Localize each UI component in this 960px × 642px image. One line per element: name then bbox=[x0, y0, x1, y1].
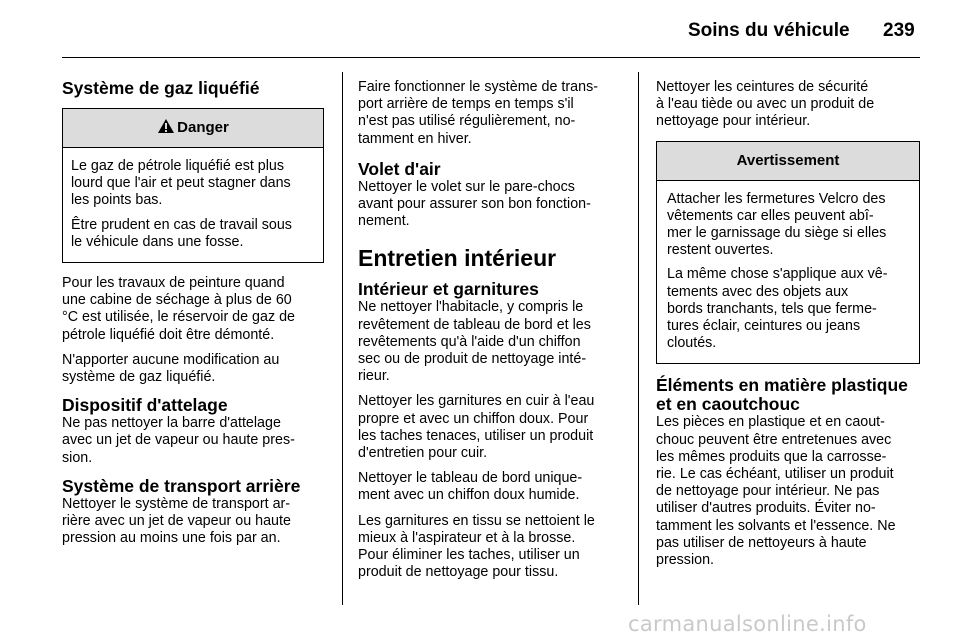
text-line: Ne pas nettoyer la barre d'attelage bbox=[62, 415, 281, 432]
text-line: tamment les solvants et l'essence. Ne bbox=[656, 517, 896, 534]
column-divider-1 bbox=[342, 72, 343, 605]
section-heading-towbar: Dispositif d'attelage bbox=[62, 395, 228, 416]
paragraph-air-flap bbox=[358, 179, 624, 231]
section-heading-interior-trim: Intérieur et garnitures bbox=[358, 279, 539, 300]
text-line: les taches tenaces, utiliser un produit bbox=[358, 427, 594, 444]
text-line: pétrole liquéfié doit être démonté. bbox=[62, 326, 275, 343]
heading-line: Éléments en matière plastique bbox=[656, 375, 908, 396]
text-line: mieux à l'aspirateur et à la brosse. bbox=[358, 529, 576, 546]
text-line: rieur. bbox=[358, 368, 390, 385]
text-line: Nettoyer les garnitures en cuir à l'eau bbox=[358, 393, 595, 410]
text-line: pression. bbox=[656, 552, 715, 569]
text-line: système de gaz liquéfié. bbox=[62, 369, 216, 386]
header-rule bbox=[62, 57, 920, 58]
text-line: rie. Le cas échéant, utiliser un produit bbox=[656, 466, 894, 483]
text-line: Être prudent en cas de travail sous bbox=[71, 216, 292, 233]
column-1 bbox=[62, 79, 324, 555]
text-line: de nettoyage pour intérieur. Ne pas bbox=[656, 483, 880, 500]
text-line: les points bas. bbox=[71, 192, 163, 209]
text-line: pas utiliser de nettoyeurs à haute bbox=[656, 534, 867, 551]
text-line: avant pour assurer son bon fonction- bbox=[358, 196, 591, 213]
text-line: avec un jet de vapeur ou haute pres- bbox=[62, 432, 295, 449]
text-line: Pour les travaux de peinture quand bbox=[62, 275, 285, 292]
text-line: vêtements car elles peuvent abî- bbox=[667, 207, 874, 224]
section-heading-lpg: Système de gaz liquéfié bbox=[62, 78, 260, 98]
text-line: Nettoyer le système de transport ar- bbox=[62, 495, 291, 512]
text-line: nettoyage pour intérieur. bbox=[656, 113, 811, 130]
danger-box bbox=[62, 108, 324, 263]
text-line: nement. bbox=[358, 213, 410, 230]
paragraph-interior-cleaning bbox=[358, 299, 624, 385]
text-line: à l'eau tiède ou avec un produit de bbox=[656, 96, 875, 113]
text-line: utiliser d'autres produits. Éviter no- bbox=[656, 500, 876, 517]
section-heading-rear-carrier: Système de transport arrière bbox=[62, 475, 301, 496]
column-divider-2 bbox=[638, 72, 639, 605]
text-line: bords tranchants, tels que ferme- bbox=[667, 300, 877, 317]
text-line: d'entretien pour cuir. bbox=[358, 445, 488, 462]
warning-box-body bbox=[657, 181, 919, 364]
text-line: tements avec des objets aux bbox=[667, 283, 849, 300]
column-3 bbox=[656, 79, 920, 577]
page-number: 239 bbox=[883, 20, 915, 41]
text-line: Les pièces en plastique et en caout- bbox=[656, 414, 885, 431]
text-line: revêtement de tableau de bord et les bbox=[358, 316, 591, 333]
text-line: Attacher les fermetures Velcro des bbox=[667, 190, 886, 207]
text-line: pression au moins une fois par an. bbox=[62, 530, 281, 547]
text-line: N'apporter aucune modification au bbox=[62, 351, 280, 368]
paragraph-plastic-rubber bbox=[656, 414, 920, 569]
text-line: le véhicule dans une fosse. bbox=[71, 233, 244, 250]
paragraph-towbar bbox=[62, 415, 324, 467]
section-heading-plastic-rubber bbox=[656, 376, 920, 414]
paragraph-leather bbox=[358, 393, 624, 462]
danger-box-header bbox=[63, 109, 323, 148]
text-line: cloutés. bbox=[667, 335, 717, 352]
danger-paragraph-2 bbox=[71, 217, 315, 251]
text-line: Les garnitures en tissu se nettoient le bbox=[358, 512, 595, 529]
text-line: n'est pas utilisé régulièrement, no- bbox=[358, 113, 576, 130]
text-line: ment avec un chiffon doux humide. bbox=[358, 487, 580, 504]
paragraph-no-modification bbox=[62, 352, 324, 386]
text-line: restent ouvertes. bbox=[667, 242, 774, 259]
text-line: une cabine de séchage à plus de 60 bbox=[62, 292, 292, 309]
warning-box-header: Avertissement bbox=[657, 142, 919, 181]
danger-box-body bbox=[63, 148, 323, 262]
text-line: chouc peuvent être entretenues avec bbox=[656, 431, 892, 448]
text-line: tures éclair, ceintures ou jeans bbox=[667, 318, 861, 335]
text-line: Ne nettoyer l'habitacle, y compris le bbox=[358, 299, 584, 316]
text-line: mer le garnissage du siège si elles bbox=[667, 225, 887, 242]
text-line: Nettoyer le tableau de bord unique- bbox=[358, 470, 583, 487]
text-line: Nettoyer les ceintures de sécurité bbox=[656, 79, 869, 95]
text-line: tamment en hiver. bbox=[358, 130, 472, 147]
text-line: les mêmes produits que la carrosse- bbox=[656, 448, 887, 465]
text-line: sion. bbox=[62, 449, 93, 466]
paragraph-dashboard bbox=[358, 470, 624, 504]
text-line: La même chose s'applique aux vê- bbox=[667, 266, 888, 283]
text-line: Nettoyer le volet sur le pare-chocs bbox=[358, 178, 575, 195]
text-line: lourd que l'air et peut stagner dans bbox=[71, 175, 291, 192]
text-line: Pour éliminer les taches, utiliser un bbox=[358, 547, 580, 564]
danger-label: Danger bbox=[177, 119, 229, 136]
paragraph-fabric bbox=[358, 513, 624, 582]
text-line: °C est utilisée, le réservoir de gaz de bbox=[62, 309, 295, 326]
section-heading-air-flap: Volet d'air bbox=[358, 158, 441, 179]
watermark-text: carmanualsonline.info bbox=[628, 612, 867, 636]
text-line: produit de nettoyage pour tissu. bbox=[358, 564, 559, 581]
column-2 bbox=[358, 79, 624, 589]
danger-paragraph-1 bbox=[71, 158, 315, 210]
warning-paragraph-1 bbox=[667, 191, 911, 260]
running-header-title: Soins du véhicule bbox=[688, 20, 850, 41]
text-line: propre et avec un chiffon doux. Pour bbox=[358, 410, 589, 427]
paragraph-rear-carrier bbox=[62, 496, 324, 548]
heading-line: et en caoutchouc bbox=[656, 394, 800, 415]
text-line: port arrière de temps en temps s'il bbox=[358, 96, 574, 113]
text-line: sec ou de produit de nettoyage inté- bbox=[358, 351, 587, 368]
text-line: Faire fonctionner le système de trans- bbox=[358, 79, 598, 95]
chapter-heading-interior-care: Entretien intérieur bbox=[358, 245, 557, 272]
warning-box bbox=[656, 141, 920, 365]
paragraph-paint-booth bbox=[62, 275, 324, 344]
warning-paragraph-2 bbox=[667, 266, 911, 352]
paragraph-seat-belts bbox=[656, 79, 920, 131]
text-line: rière avec un jet de vapeur ou haute bbox=[62, 513, 291, 530]
text-line: revêtements qu'à l'aide d'un chiffon bbox=[358, 333, 581, 350]
text-line: Le gaz de pétrole liquéfié est plus bbox=[71, 158, 285, 174]
paragraph-carrier-operation bbox=[358, 79, 624, 148]
warning-triangle-icon bbox=[157, 118, 175, 134]
